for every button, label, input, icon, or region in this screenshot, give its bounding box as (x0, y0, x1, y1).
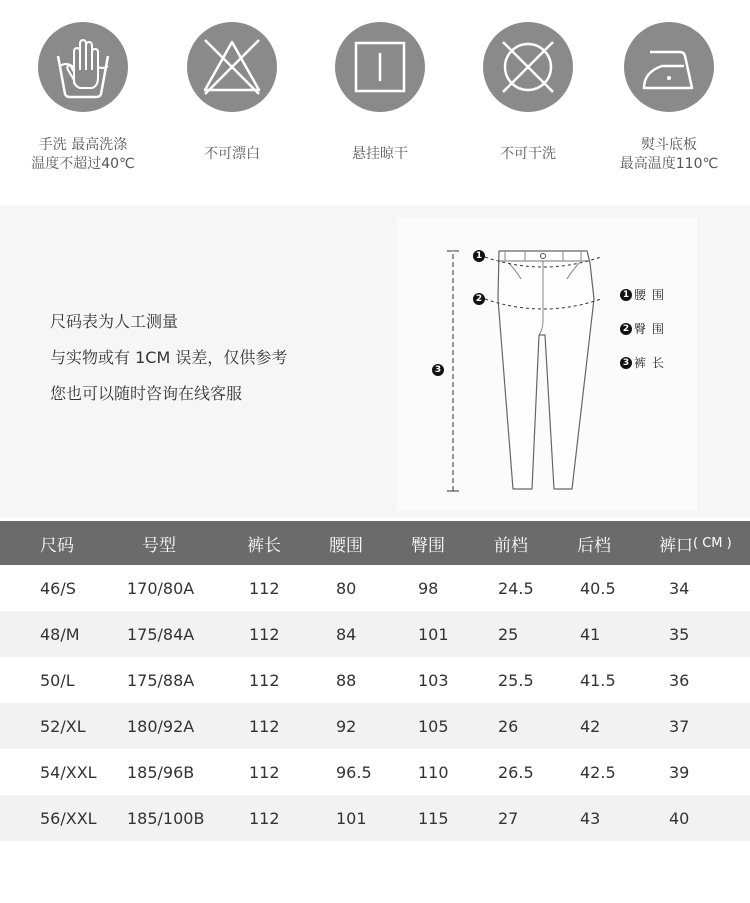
header-back-rise: 后档 (577, 535, 611, 556)
cell-leg-opening: 39 (669, 762, 690, 782)
cell-waist: 80 (336, 578, 357, 598)
cell-hip: 101 (418, 624, 449, 644)
marker-2 (473, 293, 487, 305)
table-row (0, 703, 750, 749)
note-line: 尺码表为人工测量 (50, 312, 179, 331)
legend-item-length (620, 357, 670, 391)
care-iron (594, 22, 744, 174)
care-label-line: 手洗 最高洗涤 (38, 137, 128, 153)
cell-size: 48/M (40, 624, 80, 644)
cell-leg-opening: 35 (669, 624, 690, 644)
cell-length: 112 (249, 716, 280, 736)
care-label (453, 145, 603, 164)
legend-number: 1 (620, 289, 632, 301)
cell-length: 112 (249, 624, 280, 644)
header-size: 尺码 (40, 535, 74, 556)
cell-hip: 105 (418, 716, 449, 736)
cell-model: 170/80A (127, 578, 195, 598)
cell-hip: 98 (418, 578, 439, 598)
legend-label: 臀围 (634, 322, 671, 336)
size-table (0, 521, 750, 841)
care-label (157, 145, 307, 164)
cell-front-rise: 24.5 (498, 578, 534, 598)
cell-length: 112 (249, 670, 280, 690)
cell-waist: 88 (336, 670, 357, 690)
cell-front-rise: 26 (498, 716, 519, 736)
cell-back-rise: 42.5 (580, 762, 616, 782)
cell-hip: 103 (418, 670, 449, 690)
measurement-notes (50, 310, 287, 418)
cell-length: 112 (249, 762, 280, 782)
table-row (0, 611, 750, 657)
care-label-line: 最高温度110℃ (619, 156, 719, 172)
marker-2-dot: 2 (473, 293, 485, 305)
care-no-dry-clean (453, 22, 603, 164)
cell-back-rise: 41 (580, 624, 601, 644)
cell-waist: 84 (336, 624, 357, 644)
cell-waist: 92 (336, 716, 357, 736)
marker-3-dot: 3 (432, 364, 444, 376)
care-label-line: 不可干洗 (500, 146, 556, 162)
marker-1-dot: 1 (473, 250, 485, 262)
cell-model: 185/100B (127, 808, 205, 828)
table-row (0, 795, 750, 841)
header-hip: 臀围 (411, 535, 445, 556)
care-line-dry (305, 22, 455, 164)
legend-label: 裤长 (634, 356, 671, 370)
note-line: 与实物或有 1CM 误差，仅供参考 (50, 348, 288, 367)
cell-size: 52/XL (40, 716, 86, 736)
cell-front-rise: 27 (498, 808, 519, 828)
care-instructions (0, 0, 750, 200)
legend-number: 2 (620, 323, 632, 335)
cell-back-rise: 43 (580, 808, 601, 828)
table-row (0, 657, 750, 703)
cell-size: 56/XXL (40, 808, 97, 828)
cell-model: 185/96B (127, 762, 195, 782)
header-model: 号型 (142, 535, 176, 556)
header-leg-opening (659, 521, 732, 565)
cell-length: 112 (249, 808, 280, 828)
header-front-rise: 前档 (494, 535, 528, 556)
cell-hip: 115 (418, 808, 449, 828)
marker-3 (432, 364, 446, 376)
care-label (594, 136, 744, 174)
cell-size: 50/L (40, 670, 75, 690)
cell-waist: 101 (336, 808, 367, 828)
cell-leg-opening: 34 (669, 578, 690, 598)
cell-size: 54/XXL (40, 762, 97, 782)
no-bleach-icon (187, 22, 277, 112)
cell-back-rise: 40.5 (580, 578, 616, 598)
cell-back-rise: 41.5 (580, 670, 616, 690)
measurement-section (0, 205, 750, 518)
care-label-line: 悬挂晾干 (352, 146, 408, 162)
diagram-legend (620, 289, 670, 391)
legend-label: 腰围 (634, 288, 671, 302)
cell-front-rise: 25.5 (498, 670, 534, 690)
cell-model: 175/84A (127, 624, 195, 644)
care-hand-wash (8, 22, 158, 174)
care-label (8, 136, 158, 174)
cell-front-rise: 26.5 (498, 762, 534, 782)
care-label-line: 温度不超过40℃ (31, 156, 135, 172)
care-no-bleach (157, 22, 307, 164)
no-dry-clean-icon (483, 22, 573, 112)
cell-leg-opening: 36 (669, 670, 690, 690)
cell-leg-opening: 40 (669, 808, 690, 828)
cell-leg-opening: 37 (669, 716, 690, 736)
iron-icon (624, 22, 714, 112)
table-header (0, 521, 750, 565)
header-length: 裤长 (247, 535, 281, 556)
care-label (305, 145, 455, 164)
header-unit: ( CM ) (693, 535, 732, 551)
line-dry-icon (335, 22, 425, 112)
cell-hip: 110 (418, 762, 449, 782)
cell-front-rise: 25 (498, 624, 519, 644)
cell-length: 112 (249, 578, 280, 598)
table-row (0, 749, 750, 795)
header-leg-opening-label: 裤口 (659, 535, 693, 556)
cell-waist: 96.5 (336, 762, 372, 782)
cell-size: 46/S (40, 578, 76, 598)
pants-diagram (397, 217, 697, 511)
cell-model: 175/88A (127, 670, 195, 690)
legend-item-hip (620, 323, 670, 357)
note-line: 您也可以随时咨询在线客服 (50, 384, 243, 403)
hand-wash-icon (38, 22, 128, 112)
cell-back-rise: 42 (580, 716, 601, 736)
care-label-line: 不可漂白 (204, 146, 260, 162)
legend-item-waist (620, 289, 670, 323)
legend-number: 3 (620, 357, 632, 369)
table-row (0, 565, 750, 611)
cell-model: 180/92A (127, 716, 195, 736)
marker-1 (473, 250, 487, 262)
care-label-line: 熨斗底板 (641, 137, 697, 153)
header-waist: 腰围 (329, 535, 363, 556)
